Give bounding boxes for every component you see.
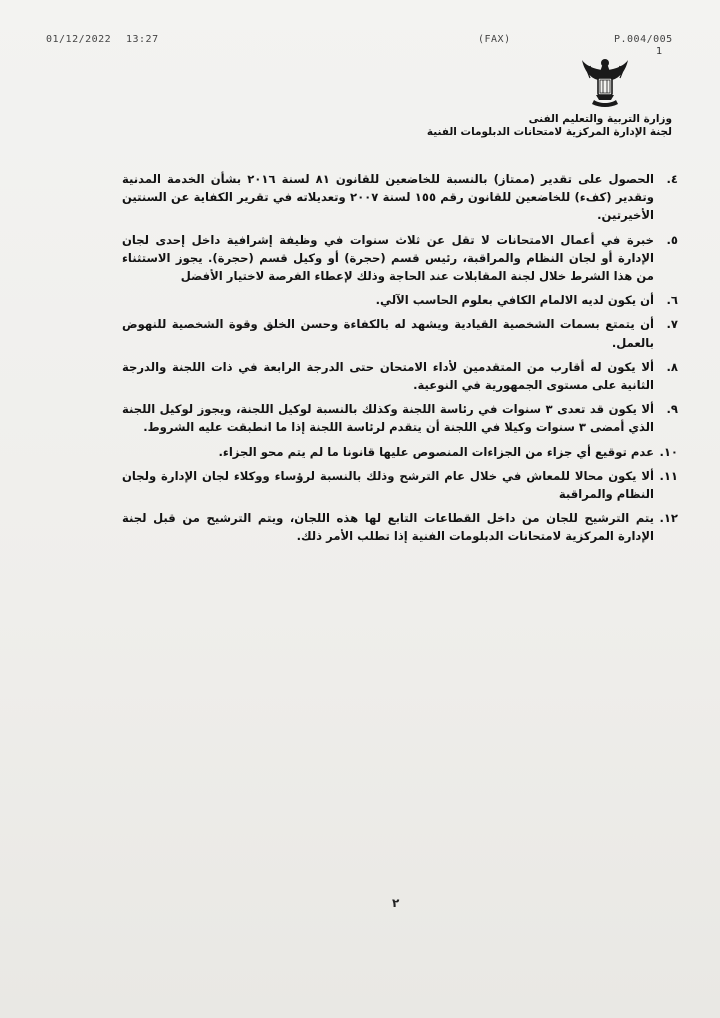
item-text: أن يتمتع بسمات الشخصية القيادية ويشهد له بالكفاءة وحسن الخلق وقوة الشخصية للنهوض بالعمل. <box>122 317 654 350</box>
item-text: يتم الترشيح للجان من داخل القطاعات التابع لها هذه اللجان، ويتم الترشيح من قبل لجنة الإدارة المركزية لامتحانات الدبلومات الفنية إذا تطلب الأمر ذلك. <box>122 511 654 544</box>
conditions-list <box>122 170 678 546</box>
fax-page-counter: P.004/005 <box>614 34 673 45</box>
page-number: ٢ <box>392 896 400 910</box>
committee-name: لجنة الإدارة المركزية لامتحانات الدبلومات الفنية <box>426 126 672 138</box>
list-item <box>122 443 678 461</box>
item-number: ١٠. <box>659 444 678 459</box>
eagle-emblem-icon <box>580 56 630 110</box>
item-text: ألا يكون محالا للمعاش في خلال عام الترشح وذلك بالنسبة لرؤساء ووكلاء لجان الإدارة ولجان النظام والمراقبة <box>122 468 654 502</box>
fax-date: 01/12/2022 <box>46 34 112 45</box>
list-item <box>122 509 678 545</box>
list-item <box>122 358 678 394</box>
item-number: ٨. <box>666 359 678 374</box>
item-text: خبرة في أعمال الامتحانات لا تقل عن ثلاث سنوات في وظيفة إشرافية داخل إحدى لجان الإدارة أو لجان النظام والمراقبة، رئيس قسم (حجرة) أو وكيل قسم (حجرة). يجوز الاستثناء من هذا الشرط خلال لجنة المقابلات عند الحاجة وذلك لإعطاء الفرصة لاختيار الأفضل <box>122 232 654 284</box>
item-number: ٥. <box>666 232 678 247</box>
item-number: ٦. <box>666 293 678 308</box>
item-number: ٧. <box>666 317 678 332</box>
item-number: ٤. <box>666 172 678 186</box>
item-number: ١١. <box>659 468 678 483</box>
list-item <box>122 467 678 503</box>
ministry-name: وزارة التربية والتعليم الفنى <box>528 113 672 125</box>
corner-mark: 1 <box>656 46 663 57</box>
list-item <box>122 315 678 351</box>
fax-label: (FAX) <box>478 34 511 45</box>
item-number: ١٢. <box>659 511 678 526</box>
fax-time: 13:27 <box>126 34 159 45</box>
item-number: ٩. <box>666 402 678 417</box>
item-text: أن يكون لديه الالمام الكافي بعلوم الحاسب الآلي. <box>375 293 654 308</box>
list-item <box>122 291 678 309</box>
organization-header <box>352 113 672 139</box>
item-text: ألا يكون له أقارب من المتقدمين لأداء الامتحان حتى الدرجة الرابعة في ذات اللجنة والدرجة الثانية على مستوى الجمهورية في النوعية. <box>122 359 654 393</box>
list-item <box>122 170 678 225</box>
list-item <box>122 231 678 286</box>
item-text: الحصول على تقدير (ممتاز) بالنسبة للخاضعين للقانون ٨١ لسنة ٢٠١٦ بشأن الخدمة المدنية وتقدير (كفء) للخاضعين للقانون رقم ١٥٥ لسنة ٢٠٠٧ وتعديلاته في تقرير الكفاية عن السنتين الأخيرتين. <box>122 172 654 223</box>
item-text: ألا يكون قد تعدى ٣ سنوات في رئاسة اللجنة وكذلك بالنسبة لوكيل اللجنة، ويجوز لوكيل اللجنة الذي أمضى ٣ سنوات وكيلا في اللجنة أن يتقدم لرئاسة اللجنة إذا ما انطبقت عليه الشروط. <box>122 402 654 435</box>
list-item <box>122 400 678 436</box>
item-text: عدم توقيع أي جزاء من الجزاءات المنصوص عليها قانونا ما لم يتم محو الجزاء. <box>218 444 654 459</box>
